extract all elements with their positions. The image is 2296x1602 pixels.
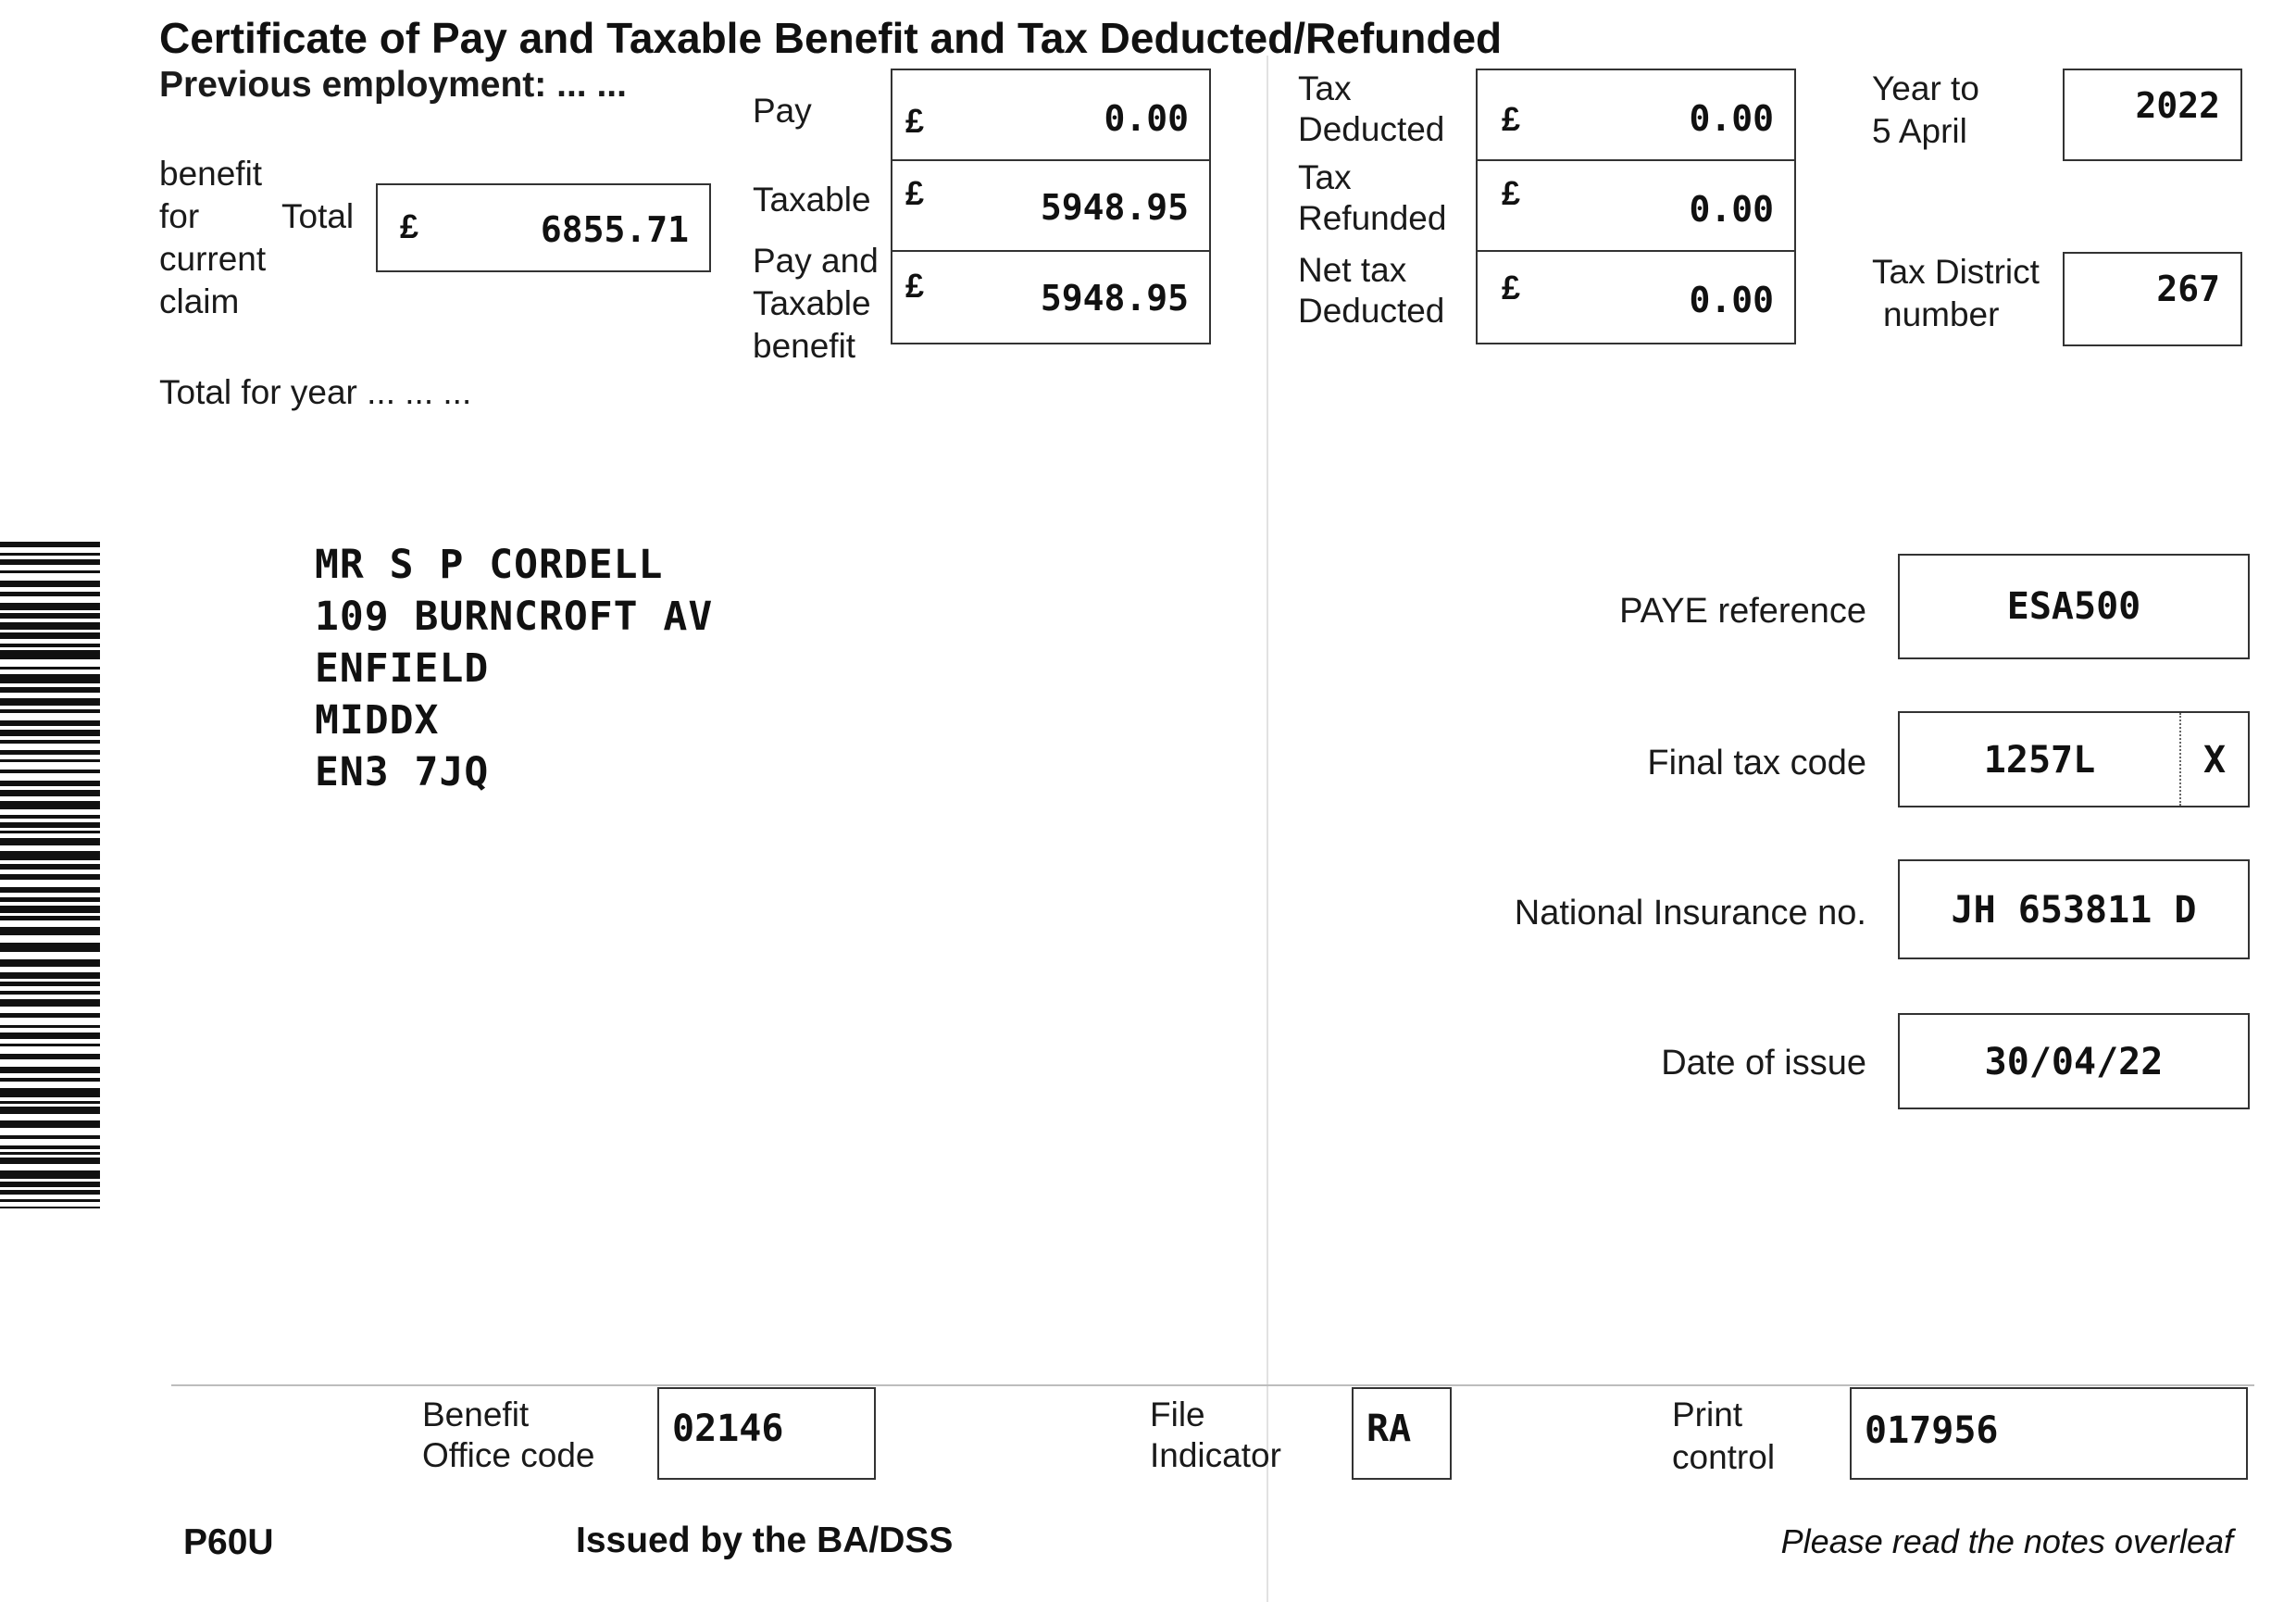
barcode-bar bbox=[0, 790, 100, 796]
barcode-bar bbox=[0, 1054, 100, 1059]
barcode-bar bbox=[0, 1145, 100, 1149]
file-indicator-value: RA bbox=[1366, 1408, 1412, 1450]
barcode-bar bbox=[0, 838, 100, 845]
barcode-bar bbox=[0, 887, 100, 893]
tax-district-box bbox=[2063, 252, 2242, 346]
barcode-bar bbox=[0, 750, 100, 755]
barcode-bar bbox=[0, 851, 100, 860]
date-of-issue-box bbox=[1898, 1013, 2250, 1109]
date-of-issue-value: 30/04/22 bbox=[1984, 1041, 2164, 1083]
barcode-icon bbox=[0, 542, 100, 1208]
taxable-label: Taxable bbox=[753, 181, 871, 219]
barcode-bar bbox=[0, 632, 100, 639]
year-box bbox=[2063, 69, 2242, 161]
barcode-bar bbox=[0, 1120, 100, 1128]
barcode-bar bbox=[0, 959, 100, 967]
barcode-bar bbox=[0, 570, 100, 573]
barcode-bar bbox=[0, 559, 100, 565]
paye-reference-box bbox=[1898, 554, 2250, 659]
benefit-label-3: current bbox=[159, 240, 267, 278]
tax-district-value: 267 bbox=[2156, 269, 2220, 309]
barcode-bar bbox=[0, 874, 100, 880]
tax-refunded-label-2: Refunded bbox=[1298, 199, 1447, 237]
barcode-bar bbox=[0, 687, 100, 693]
currency-symbol: £ bbox=[905, 174, 925, 212]
print-control-label-2: control bbox=[1672, 1438, 1776, 1476]
barcode-bar bbox=[0, 674, 100, 683]
barcode-bar bbox=[0, 759, 100, 762]
national-insurance-label: National Insurance no. bbox=[1514, 894, 1866, 932]
barcode-bar bbox=[0, 897, 100, 902]
barcode-bar bbox=[0, 542, 100, 547]
barcode-bar bbox=[0, 1101, 100, 1104]
barcode-bar bbox=[0, 1044, 100, 1046]
tax-refunded-label-1: Tax bbox=[1298, 158, 1352, 196]
barcode-bar bbox=[0, 822, 100, 828]
notes-overleaf: Please read the notes overleaf bbox=[1780, 1522, 2233, 1560]
pay-and-label-3: benefit bbox=[753, 327, 856, 365]
total-for-year-label: Total for year ... ... ... bbox=[159, 373, 472, 411]
taxable-box bbox=[891, 159, 1211, 252]
benefit-office-label-1: Benefit bbox=[422, 1395, 530, 1433]
currency-symbol: £ bbox=[1502, 100, 1521, 138]
barcode-bar bbox=[0, 1013, 100, 1018]
file-indicator-box bbox=[1352, 1387, 1452, 1480]
file-indicator-label-1: File bbox=[1150, 1395, 1205, 1433]
currency-symbol: £ bbox=[905, 267, 925, 305]
barcode-bar bbox=[0, 613, 100, 619]
barcode-bar bbox=[0, 982, 100, 986]
tax-deducted-box bbox=[1476, 69, 1796, 161]
barcode-bar bbox=[0, 622, 100, 630]
print-control-label-1: Print bbox=[1672, 1395, 1743, 1433]
barcode-bar bbox=[0, 770, 100, 773]
total-benefit-amount: 6855.71 bbox=[540, 209, 689, 250]
barcode-bar bbox=[0, 781, 100, 786]
year-label-2: 5 April bbox=[1872, 112, 1967, 150]
tax-refunded-box bbox=[1476, 159, 1796, 252]
barcode-bar bbox=[0, 740, 100, 744]
pay-and-taxable-box bbox=[891, 250, 1211, 344]
barcode-bar bbox=[0, 815, 100, 819]
tax-refunded-amount: 0.00 bbox=[1689, 189, 1774, 230]
pay-amount: 0.00 bbox=[1104, 98, 1189, 139]
barcode-bar bbox=[0, 553, 100, 556]
pay-and-label-1: Pay and bbox=[753, 242, 879, 280]
net-tax-label-1: Net tax bbox=[1298, 251, 1407, 289]
barcode-bar bbox=[0, 644, 100, 647]
pay-and-label-2: Taxable bbox=[753, 284, 871, 322]
tax-district-label-1: Tax District bbox=[1872, 253, 2040, 291]
barcode-bar bbox=[0, 667, 100, 670]
final-tax-code-box bbox=[1898, 711, 2250, 807]
barcode-bar bbox=[0, 864, 100, 870]
benefit-office-value: 02146 bbox=[672, 1408, 784, 1450]
benefit-label-1: benefit bbox=[159, 155, 263, 193]
barcode-bar bbox=[0, 1025, 100, 1028]
currency-symbol: £ bbox=[400, 207, 419, 245]
barcode-bar bbox=[0, 1170, 100, 1179]
address-line-street: 109 BURNCROFT AV bbox=[315, 594, 714, 640]
benefit-label-2a: for bbox=[159, 197, 200, 235]
benefit-office-box bbox=[657, 1387, 876, 1480]
paye-reference-label: PAYE reference bbox=[1619, 592, 1866, 631]
taxable-amount: 5948.95 bbox=[1040, 187, 1189, 228]
date-of-issue-label: Date of issue bbox=[1661, 1044, 1866, 1083]
total-benefit-box bbox=[376, 183, 711, 272]
address-line-county: MIDDX bbox=[315, 697, 440, 744]
tax-district-label-2: number bbox=[1883, 295, 2000, 333]
barcode-bar bbox=[0, 1088, 100, 1097]
barcode-bar bbox=[0, 916, 100, 920]
net-tax-amount: 0.00 bbox=[1689, 280, 1774, 320]
barcode-bar bbox=[0, 1152, 100, 1155]
pay-box bbox=[891, 69, 1211, 161]
barcode-bar bbox=[0, 592, 100, 596]
barcode-bar bbox=[0, 831, 100, 833]
barcode-bar bbox=[0, 1158, 100, 1164]
address-line-name: MR S P CORDELL bbox=[315, 542, 664, 588]
barcode-bar bbox=[0, 801, 100, 809]
barcode-bar bbox=[0, 1078, 100, 1082]
benefit-label-2b: Total bbox=[281, 197, 355, 235]
print-control-box bbox=[1850, 1387, 2248, 1480]
barcode-bar bbox=[0, 999, 100, 1007]
barcode-bar bbox=[0, 720, 100, 726]
net-tax-box bbox=[1476, 250, 1796, 344]
footer-rule bbox=[171, 1384, 2254, 1386]
final-tax-code-value: 1257L bbox=[1983, 739, 2096, 782]
net-tax-label-2: Deducted bbox=[1298, 292, 1445, 330]
tax-deducted-label-1: Tax bbox=[1298, 69, 1352, 107]
barcode-bar bbox=[0, 1033, 100, 1039]
barcode-bar bbox=[0, 698, 100, 706]
previous-employment-label: Previous employment: ... ... bbox=[159, 65, 627, 105]
page-title: Certificate of Pay and Taxable Benefit and Tax Deducted/Refunded bbox=[159, 14, 1503, 62]
barcode-bar bbox=[0, 972, 100, 979]
pay-label: Pay bbox=[753, 92, 812, 130]
barcode-bar bbox=[0, 581, 100, 587]
barcode-bar bbox=[0, 927, 100, 935]
barcode-bar bbox=[0, 906, 100, 913]
final-tax-code-label: Final tax code bbox=[1647, 744, 1866, 782]
barcode-bar bbox=[0, 1182, 100, 1187]
tax-code-suffix: X bbox=[2202, 739, 2227, 782]
print-control-value: 017956 bbox=[1865, 1409, 1999, 1452]
year-value: 2022 bbox=[2135, 85, 2220, 126]
form-code: P60U bbox=[183, 1522, 274, 1562]
currency-symbol: £ bbox=[1502, 269, 1521, 307]
barcode-bar bbox=[0, 1067, 100, 1073]
national-insurance-box bbox=[1898, 859, 2250, 959]
tax-deducted-amount: 0.00 bbox=[1689, 98, 1774, 139]
benefit-office-label-2: Office code bbox=[422, 1436, 595, 1474]
scan-divider bbox=[1267, 56, 1268, 1602]
barcode-bar bbox=[0, 1107, 100, 1114]
barcode-bar bbox=[0, 730, 100, 736]
currency-symbol: £ bbox=[905, 102, 925, 140]
barcode-bar bbox=[0, 1207, 100, 1208]
barcode-bar bbox=[0, 650, 100, 659]
paye-reference-value: ESA500 bbox=[2006, 585, 2141, 628]
address-line-town: ENFIELD bbox=[315, 645, 490, 692]
barcode-bar bbox=[0, 1190, 100, 1195]
national-insurance-value: JH 653811 D bbox=[1951, 889, 2197, 932]
barcode-bar bbox=[0, 709, 100, 713]
barcode-bar bbox=[0, 603, 100, 610]
issued-by: Issued by the BA/DSS bbox=[576, 1521, 954, 1560]
pay-and-taxable-amount: 5948.95 bbox=[1040, 278, 1189, 319]
currency-symbol: £ bbox=[1502, 174, 1521, 212]
year-label-1: Year to bbox=[1872, 69, 1979, 107]
barcode-bar bbox=[0, 943, 100, 952]
file-indicator-label-2: Indicator bbox=[1150, 1436, 1281, 1474]
address-block bbox=[315, 539, 713, 798]
tax-deducted-label-2: Deducted bbox=[1298, 110, 1445, 148]
barcode-bar bbox=[0, 1135, 100, 1139]
benefit-label-4: claim bbox=[159, 282, 240, 320]
barcode-bar bbox=[0, 1199, 100, 1202]
barcode-bar bbox=[0, 991, 100, 995]
address-line-postcode: EN3 7JQ bbox=[315, 749, 490, 795]
